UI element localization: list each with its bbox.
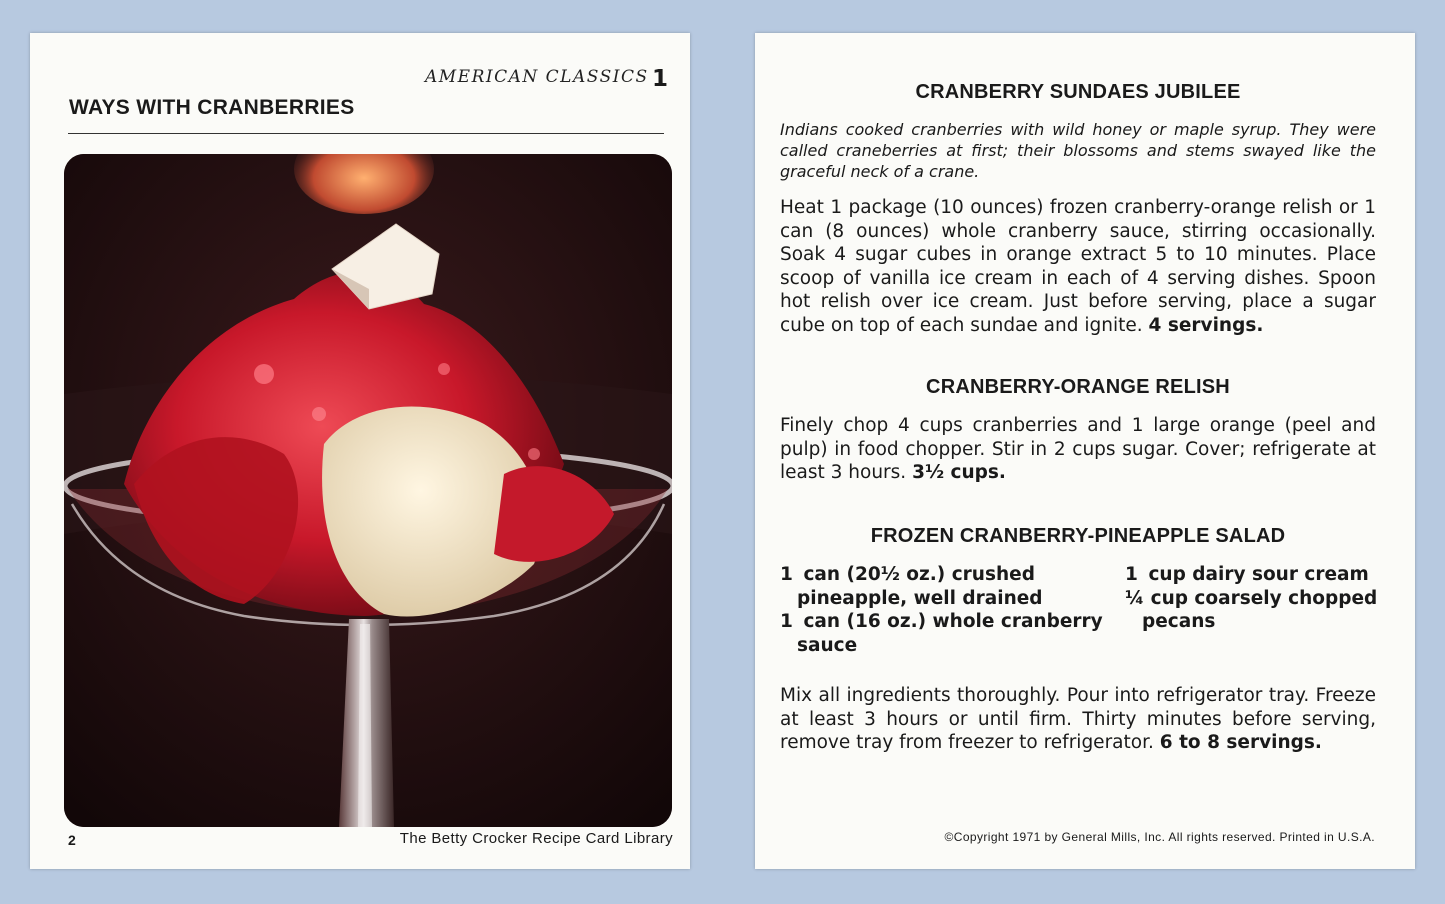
ingredient-quantity: 1 — [780, 611, 793, 632]
ingredient-text: can (16 oz.) whole cranberry sauce — [797, 611, 1103, 656]
recipe-yield: 4 servings. — [1148, 314, 1264, 336]
recipe-yield: 6 to 8 servings. — [1159, 732, 1322, 753]
recipe-directions — [780, 414, 1376, 485]
ingredient-quantity: ¼ — [1125, 587, 1145, 609]
ingredient-item — [1125, 563, 1390, 587]
ingredient-column-right — [1125, 563, 1390, 634]
series-title: AMERICAN CLASSICS — [425, 67, 649, 87]
recipe-card-front — [30, 33, 690, 869]
ingredient-item — [780, 563, 1120, 610]
title-rule — [68, 133, 664, 134]
recipe-directions — [780, 196, 1376, 337]
ingredient-column-left — [780, 563, 1120, 657]
sundae-photo — [64, 154, 672, 827]
copyright-notice: ©Copyright 1971 by General Mills, Inc. All rights reserved. Printed in U.S.A. — [944, 830, 1375, 844]
ingredient-quantity: 1 — [780, 564, 793, 585]
directions-text: Heat 1 package (10 ounces) frozen cranberry-orange relish or 1 can (8 ounces) whole cranberry sauce, stirring occasionally. Soak 4 sugar cubes in orange extract 5 to 10 minutes. Place scoop of vanilla ice cream in each of 4 serving dishes. Spoon hot relish over ice cream. Just before serving, place a sugar cube on top of each sundae and ignite. — [780, 197, 1376, 336]
page-number: 2 — [68, 832, 76, 848]
ingredient-text: cup coarsely chopped pecans — [1142, 587, 1378, 632]
ingredient-item — [780, 610, 1120, 657]
recipe-card-back — [755, 33, 1415, 869]
card-number: 1 — [652, 66, 669, 92]
recipe-title: CRANBERRY SUNDAES JUBILEE — [915, 81, 1241, 103]
recipe-title: CRANBERRY-ORANGE RELISH — [926, 376, 1230, 398]
recipe-yield: 3½ cups. — [912, 462, 1006, 483]
recipe-directions — [780, 684, 1376, 755]
library-credit: The Betty Crocker Recipe Card Library — [399, 830, 673, 847]
ingredient-item — [1125, 587, 1390, 634]
section-title: WAYS WITH CRANBERRIES — [69, 96, 355, 119]
recipe-title: FROZEN CRANBERRY-PINEAPPLE SALAD — [870, 525, 1286, 547]
ingredient-quantity: 1 — [1125, 564, 1138, 585]
directions-text: Finely chop 4 cups cranberries and 1 large orange (peel and pulp) in food chopper. Stir in 2 cups sugar. Cover; refrigerate at least 3 hours. — [780, 415, 1376, 483]
ingredient-text: cup dairy sour cream — [1148, 564, 1369, 585]
recipe-intro: Indians cooked cranberries with wild honey or maple syrup. They were called craneberries at first; their blossoms and stems swayed like the graceful neck of a crane. — [780, 120, 1376, 181]
ingredient-text: can (20½ oz.) crushed pineapple, well drained — [797, 564, 1043, 609]
directions-text: Mix all ingredients thoroughly. Pour into refrigerator tray. Freeze at least 3 hours or until firm. Thirty minutes before serving, remove tray from freezer to refrigerator. — [780, 685, 1376, 753]
